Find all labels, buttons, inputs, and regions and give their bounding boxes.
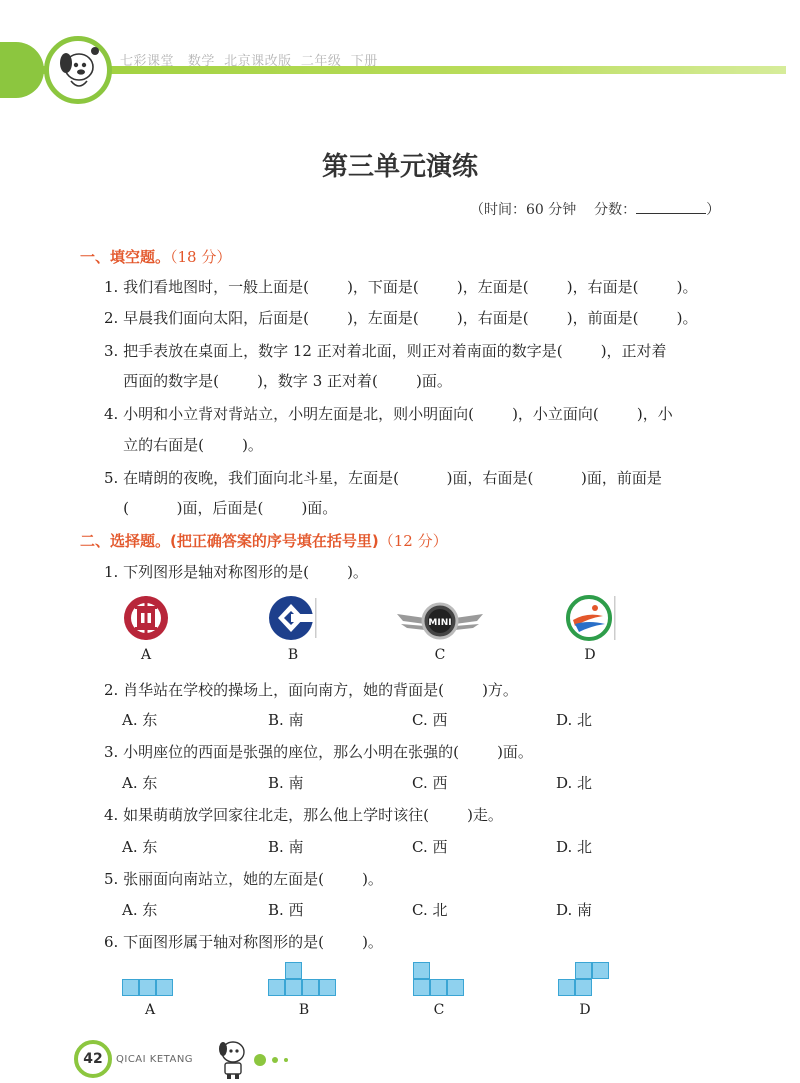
- choice-option: D. 北: [556, 711, 593, 729]
- question-line: 1. 我们看地图时，一般上面是( )，下面是( )，左面是( )，右面是( )。: [104, 278, 698, 296]
- footer-brand: QICAI KETANG: [116, 1054, 194, 1065]
- section-points: （18 分）: [170, 248, 232, 266]
- choice-option: C. 西: [412, 838, 448, 856]
- page-number: 42: [74, 1040, 112, 1078]
- choice-option: D. 北: [556, 774, 593, 792]
- question-line: 3. 把手表放在桌面上，数字 12 正对着北面，则正对着南面的数字是( )，正对着: [104, 342, 667, 360]
- section-title: 二、选择题。(把正确答案的序号填在括号里): [80, 532, 379, 550]
- question-line: 3. 小明座位的西面是张强的座位，那么小明在张强的( )面。: [104, 743, 533, 761]
- header-green-tab: [0, 42, 44, 98]
- bank-logo-a-icon: [120, 594, 174, 642]
- question-line: 5. 在晴朗的夜晚，我们面向北斗星，左面是( )面，右面是( )面，前面是: [104, 469, 662, 487]
- option-label: C: [433, 1002, 445, 1018]
- question-line: 1. 下列图形是轴对称图形的是( )。: [104, 563, 368, 581]
- choice-option: D. 南: [556, 901, 593, 919]
- choice-option: C. 西: [412, 774, 448, 792]
- score-label: 分数：: [594, 202, 637, 218]
- question-line: 4. 小明和小立背对背站立，小明左面是北，则小明面向( )，小立面向( )，小: [104, 405, 673, 423]
- question-line: ( )面，后面是( )面。: [104, 499, 338, 517]
- robot-mascot-icon: [213, 1036, 253, 1080]
- choice-option: A. 东: [122, 774, 158, 792]
- question-line: 4. 如果萌萌放学回家往北走，那么他上学时该往( )走。: [104, 806, 503, 824]
- section-heading: [80, 530, 448, 551]
- choice-option: A. 东: [122, 838, 158, 856]
- question-line: 立的右面是( )。: [104, 436, 263, 454]
- bank-logo-b-icon: [266, 594, 320, 642]
- company-logo-d-icon: [563, 594, 619, 642]
- section-title: 一、填空题。: [80, 248, 171, 266]
- option-label: A: [144, 1002, 156, 1018]
- mini-logo-text: MINI: [428, 618, 452, 628]
- score-blank: [636, 201, 706, 214]
- question-line: 6. 下面图形属于轴对称图形的是( )。: [104, 933, 383, 951]
- time-close: ）: [706, 202, 721, 218]
- footer-dot: [284, 1058, 288, 1062]
- choice-option: B. 南: [268, 774, 304, 792]
- option-label: B: [298, 1002, 310, 1018]
- header-mascot-circle: [44, 36, 112, 104]
- footer-dot: [272, 1057, 278, 1063]
- header-series-text: 七彩课堂 数学 北京课改版 二年级 下册: [120, 54, 378, 69]
- option-label: D: [584, 647, 596, 663]
- choice-option: A. 东: [122, 901, 158, 919]
- question-line: 2. 肖华站在学校的操场上，面向南方，她的背面是( )方。: [104, 681, 518, 699]
- question-line: 2. 早晨我们面向太阳，后面是( )，左面是( )，右面是( )，前面是( )。: [104, 309, 698, 327]
- option-label: A: [140, 647, 152, 663]
- page-title: 第三单元演练: [321, 152, 478, 182]
- header-band: [0, 66, 786, 74]
- question-line: 5. 张丽面向南站立，她的左面是( )。: [104, 870, 383, 888]
- choice-option: B. 南: [268, 711, 304, 729]
- section-heading: [80, 246, 231, 267]
- dog-mascot-icon: [49, 41, 107, 99]
- footer-dot: [254, 1054, 266, 1066]
- option-label: C: [434, 647, 446, 663]
- choice-option: B. 南: [268, 838, 304, 856]
- time-score-line: [470, 199, 720, 219]
- question-line: 西面的数字是( )，数字 3 正对着( )面。: [104, 372, 452, 390]
- choice-option: B. 西: [268, 901, 304, 919]
- time-label: （时间：60 分钟: [470, 202, 577, 218]
- choice-option: D. 北: [556, 838, 593, 856]
- car-logo-c-icon: [395, 600, 485, 642]
- choice-option: C. 西: [412, 711, 448, 729]
- section-points: （12 分）: [378, 532, 448, 550]
- option-label: D: [579, 1002, 591, 1018]
- choice-option: C. 北: [412, 901, 448, 919]
- option-label: B: [287, 647, 299, 663]
- choice-option: A. 东: [122, 711, 158, 729]
